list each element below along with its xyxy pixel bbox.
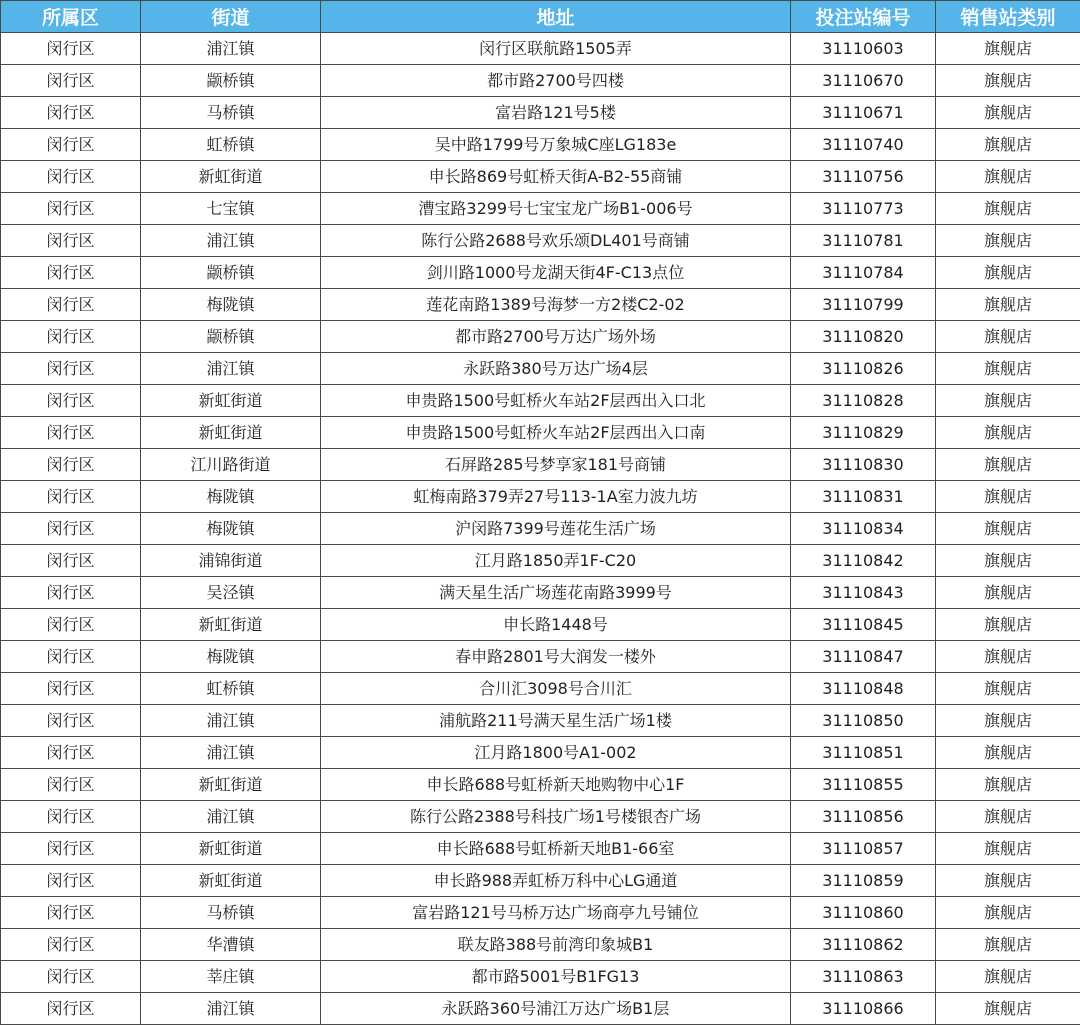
column-header-district: 所属区	[1, 1, 141, 33]
table-row	[1, 961, 1080, 993]
table-row	[1, 289, 1080, 321]
cell-street: 梅陇镇	[141, 513, 321, 545]
table-body	[1, 33, 1080, 1025]
cell-address: 虹梅南路379弄27号113-1A室力波九坊	[321, 481, 791, 513]
cell-district: 闵行区	[1, 865, 141, 897]
cell-street: 浦锦街道	[141, 545, 321, 577]
cell-station-id: 31110848	[791, 673, 936, 705]
table-row	[1, 993, 1080, 1025]
cell-district: 闵行区	[1, 673, 141, 705]
cell-station-id: 31110842	[791, 545, 936, 577]
table-row	[1, 577, 1080, 609]
cell-street: 莘庄镇	[141, 961, 321, 993]
cell-district: 闵行区	[1, 609, 141, 641]
cell-district: 闵行区	[1, 769, 141, 801]
cell-station-type: 旗舰店	[936, 65, 1080, 97]
cell-station-type: 旗舰店	[936, 97, 1080, 129]
cell-station-id: 31110820	[791, 321, 936, 353]
cell-district: 闵行区	[1, 705, 141, 737]
cell-station-type: 旗舰店	[936, 33, 1080, 65]
cell-street: 华漕镇	[141, 929, 321, 961]
table-row	[1, 897, 1080, 929]
cell-street: 马桥镇	[141, 97, 321, 129]
cell-district: 闵行区	[1, 193, 141, 225]
cell-district: 闵行区	[1, 257, 141, 289]
cell-address: 沪闵路7399号莲花生活广场	[321, 513, 791, 545]
cell-station-type: 旗舰店	[936, 321, 1080, 353]
cell-station-id: 31110847	[791, 641, 936, 673]
cell-street: 马桥镇	[141, 897, 321, 929]
table-row	[1, 385, 1080, 417]
cell-district: 闵行区	[1, 577, 141, 609]
cell-station-id: 31110863	[791, 961, 936, 993]
cell-street: 颛桥镇	[141, 257, 321, 289]
cell-address: 富岩路121号马桥万达广场商亭九号铺位	[321, 897, 791, 929]
table-row	[1, 545, 1080, 577]
column-header-station-type: 销售站类别	[936, 1, 1080, 33]
table-row	[1, 225, 1080, 257]
cell-district: 闵行区	[1, 737, 141, 769]
cell-station-type: 旗舰店	[936, 801, 1080, 833]
cell-address: 申长路688号虹桥新天地购物中心1F	[321, 769, 791, 801]
table-row	[1, 161, 1080, 193]
table-row	[1, 865, 1080, 897]
cell-district: 闵行区	[1, 481, 141, 513]
cell-station-type: 旗舰店	[936, 417, 1080, 449]
cell-district: 闵行区	[1, 129, 141, 161]
cell-station-id: 31110828	[791, 385, 936, 417]
cell-station-id: 31110834	[791, 513, 936, 545]
cell-station-id: 31110603	[791, 33, 936, 65]
cell-district: 闵行区	[1, 641, 141, 673]
cell-street: 虹桥镇	[141, 129, 321, 161]
cell-street: 浦江镇	[141, 737, 321, 769]
cell-station-type: 旗舰店	[936, 833, 1080, 865]
cell-station-type: 旗舰店	[936, 641, 1080, 673]
cell-district: 闵行区	[1, 65, 141, 97]
cell-district: 闵行区	[1, 801, 141, 833]
cell-street: 浦江镇	[141, 801, 321, 833]
cell-district: 闵行区	[1, 225, 141, 257]
cell-street: 颛桥镇	[141, 321, 321, 353]
cell-street: 新虹街道	[141, 609, 321, 641]
cell-station-id: 31110784	[791, 257, 936, 289]
cell-district: 闵行区	[1, 321, 141, 353]
cell-district: 闵行区	[1, 545, 141, 577]
cell-address: 都市路5001号B1FG13	[321, 961, 791, 993]
cell-station-type: 旗舰店	[936, 225, 1080, 257]
cell-station-type: 旗舰店	[936, 353, 1080, 385]
cell-station-id: 31110826	[791, 353, 936, 385]
table-row	[1, 417, 1080, 449]
cell-station-type: 旗舰店	[936, 577, 1080, 609]
cell-street: 浦江镇	[141, 353, 321, 385]
cell-address: 剑川路1000号龙湖天街4F-C13点位	[321, 257, 791, 289]
cell-address: 都市路2700号万达广场外场	[321, 321, 791, 353]
cell-district: 闵行区	[1, 353, 141, 385]
cell-station-id: 31110671	[791, 97, 936, 129]
cell-station-id: 31110843	[791, 577, 936, 609]
cell-street: 江川路街道	[141, 449, 321, 481]
cell-station-id: 31110756	[791, 161, 936, 193]
cell-street: 虹桥镇	[141, 673, 321, 705]
cell-station-type: 旗舰店	[936, 737, 1080, 769]
table-row	[1, 641, 1080, 673]
cell-street: 新虹街道	[141, 769, 321, 801]
table-row	[1, 65, 1080, 97]
cell-address: 春申路2801号大润发一楼外	[321, 641, 791, 673]
cell-station-id: 31110850	[791, 705, 936, 737]
cell-address: 浦航路211号满天星生活广场1楼	[321, 705, 791, 737]
cell-station-id: 31110851	[791, 737, 936, 769]
cell-address: 陈行公路2388号科技广场1号楼银杏广场	[321, 801, 791, 833]
cell-street: 浦江镇	[141, 705, 321, 737]
cell-station-id: 31110799	[791, 289, 936, 321]
cell-address: 申贵路1500号虹桥火车站2F层西出入口南	[321, 417, 791, 449]
cell-station-type: 旗舰店	[936, 257, 1080, 289]
cell-district: 闵行区	[1, 929, 141, 961]
cell-district: 闵行区	[1, 385, 141, 417]
cell-street: 梅陇镇	[141, 481, 321, 513]
cell-station-type: 旗舰店	[936, 481, 1080, 513]
cell-district: 闵行区	[1, 97, 141, 129]
table-row	[1, 833, 1080, 865]
cell-address: 申长路688号虹桥新天地B1-66室	[321, 833, 791, 865]
cell-address: 申贵路1500号虹桥火车站2F层西出入口北	[321, 385, 791, 417]
cell-street: 新虹街道	[141, 833, 321, 865]
cell-address: 申长路869号虹桥天街A-B2-55商铺	[321, 161, 791, 193]
table-row	[1, 673, 1080, 705]
cell-station-type: 旗舰店	[936, 513, 1080, 545]
cell-station-type: 旗舰店	[936, 385, 1080, 417]
cell-address: 申长路1448号	[321, 609, 791, 641]
header-row	[1, 1, 1080, 33]
table-row	[1, 769, 1080, 801]
cell-address: 闵行区联航路1505弄	[321, 33, 791, 65]
table-row	[1, 513, 1080, 545]
table-row	[1, 929, 1080, 961]
table-row	[1, 801, 1080, 833]
cell-address: 永跃路360号浦江万达广场B1层	[321, 993, 791, 1025]
cell-station-id: 31110866	[791, 993, 936, 1025]
cell-district: 闵行区	[1, 993, 141, 1025]
cell-street: 新虹街道	[141, 161, 321, 193]
table-row	[1, 353, 1080, 385]
column-header-street: 街道	[141, 1, 321, 33]
cell-address: 石屏路285号梦享家181号商铺	[321, 449, 791, 481]
cell-address: 莲花南路1389号海梦一方2楼C2-02	[321, 289, 791, 321]
cell-station-type: 旗舰店	[936, 449, 1080, 481]
cell-station-type: 旗舰店	[936, 929, 1080, 961]
cell-station-id: 31110855	[791, 769, 936, 801]
cell-street: 梅陇镇	[141, 289, 321, 321]
cell-street: 颛桥镇	[141, 65, 321, 97]
cell-station-id: 31110830	[791, 449, 936, 481]
cell-station-type: 旗舰店	[936, 961, 1080, 993]
cell-street: 新虹街道	[141, 865, 321, 897]
cell-station-id: 31110773	[791, 193, 936, 225]
cell-station-id: 31110857	[791, 833, 936, 865]
cell-station-id: 31110831	[791, 481, 936, 513]
cell-station-type: 旗舰店	[936, 161, 1080, 193]
cell-street: 新虹街道	[141, 417, 321, 449]
cell-district: 闵行区	[1, 161, 141, 193]
table-row	[1, 481, 1080, 513]
table-row	[1, 449, 1080, 481]
cell-address: 联友路388号前湾印象城B1	[321, 929, 791, 961]
cell-district: 闵行区	[1, 449, 141, 481]
cell-district: 闵行区	[1, 833, 141, 865]
cell-address: 申长路988弄虹桥万科中心LG通道	[321, 865, 791, 897]
column-header-address: 地址	[321, 1, 791, 33]
cell-station-id: 31110670	[791, 65, 936, 97]
cell-station-id: 31110860	[791, 897, 936, 929]
cell-address: 永跃路380号万达广场4层	[321, 353, 791, 385]
cell-station-type: 旗舰店	[936, 289, 1080, 321]
cell-address: 合川汇3098号合川汇	[321, 673, 791, 705]
table-row	[1, 33, 1080, 65]
cell-address: 江月路1800号A1-002	[321, 737, 791, 769]
cell-station-type: 旗舰店	[936, 769, 1080, 801]
cell-station-type: 旗舰店	[936, 673, 1080, 705]
table-header	[1, 1, 1080, 33]
cell-street: 浦江镇	[141, 33, 321, 65]
cell-address: 江月路1850弄1F-C20	[321, 545, 791, 577]
cell-address: 富岩路121号5楼	[321, 97, 791, 129]
cell-street: 吴泾镇	[141, 577, 321, 609]
cell-street: 梅陇镇	[141, 641, 321, 673]
cell-station-id: 31110862	[791, 929, 936, 961]
cell-station-type: 旗舰店	[936, 129, 1080, 161]
cell-district: 闵行区	[1, 417, 141, 449]
table-row	[1, 321, 1080, 353]
cell-district: 闵行区	[1, 961, 141, 993]
cell-address: 都市路2700号四楼	[321, 65, 791, 97]
cell-station-type: 旗舰店	[936, 705, 1080, 737]
cell-station-type: 旗舰店	[936, 193, 1080, 225]
table-row	[1, 737, 1080, 769]
cell-district: 闵行区	[1, 897, 141, 929]
table-row	[1, 609, 1080, 641]
cell-address: 吴中路1799号万象城C座LG183e	[321, 129, 791, 161]
cell-street: 浦江镇	[141, 993, 321, 1025]
cell-station-type: 旗舰店	[936, 897, 1080, 929]
table-row	[1, 257, 1080, 289]
table-row	[1, 705, 1080, 737]
cell-address: 满天星生活广场莲花南路3999号	[321, 577, 791, 609]
cell-street: 七宝镇	[141, 193, 321, 225]
cell-street: 新虹街道	[141, 385, 321, 417]
cell-station-type: 旗舰店	[936, 993, 1080, 1025]
cell-street: 浦江镇	[141, 225, 321, 257]
cell-station-type: 旗舰店	[936, 609, 1080, 641]
cell-station-type: 旗舰店	[936, 865, 1080, 897]
table-row	[1, 97, 1080, 129]
cell-address: 陈行公路2688号欢乐颂DL401号商铺	[321, 225, 791, 257]
table-row	[1, 193, 1080, 225]
column-header-station-id: 投注站编号	[791, 1, 936, 33]
cell-station-id: 31110781	[791, 225, 936, 257]
cell-district: 闵行区	[1, 513, 141, 545]
table-row	[1, 129, 1080, 161]
cell-district: 闵行区	[1, 33, 141, 65]
cell-station-id: 31110856	[791, 801, 936, 833]
cell-district: 闵行区	[1, 289, 141, 321]
cell-station-id: 31110829	[791, 417, 936, 449]
cell-address: 漕宝路3299号七宝宝龙广场B1-006号	[321, 193, 791, 225]
cell-station-id: 31110859	[791, 865, 936, 897]
cell-station-type: 旗舰店	[936, 545, 1080, 577]
cell-station-id: 31110845	[791, 609, 936, 641]
cell-station-id: 31110740	[791, 129, 936, 161]
